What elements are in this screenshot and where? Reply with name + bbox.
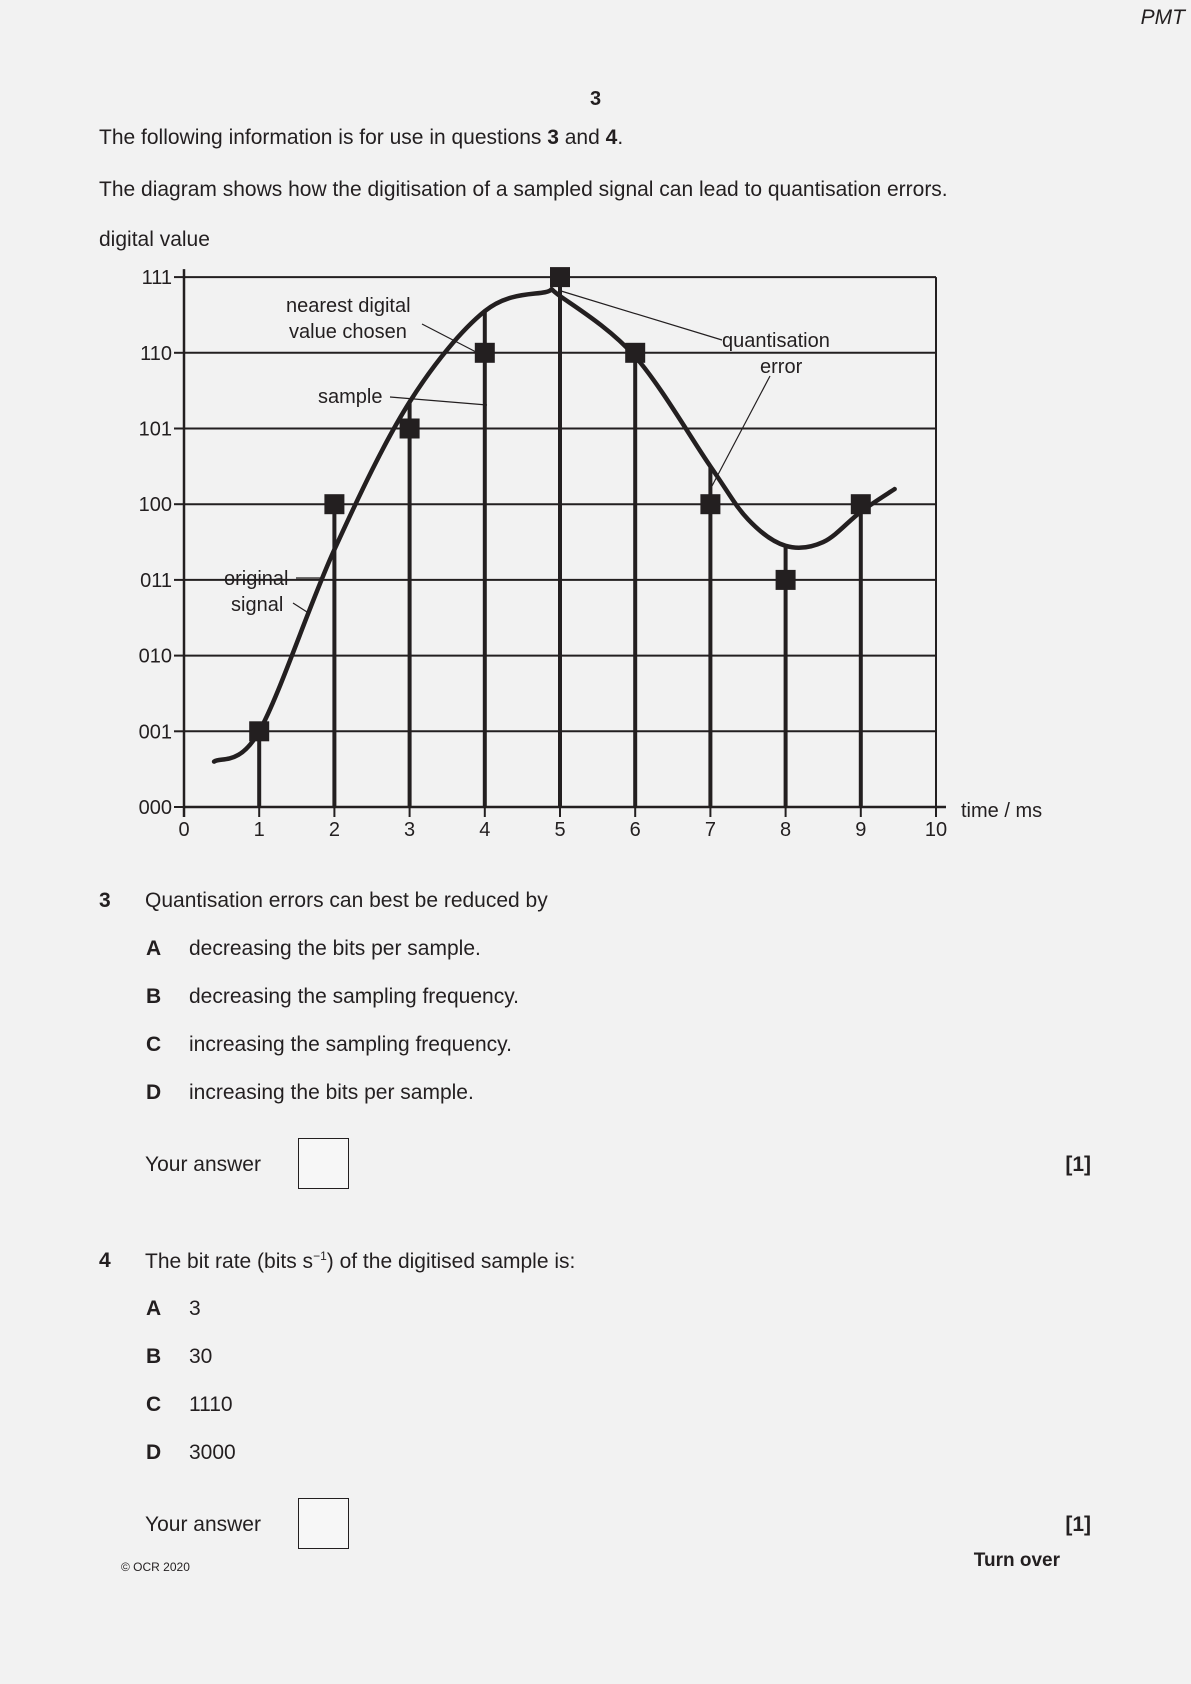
- x-tick-label: 0: [178, 819, 190, 841]
- q3-option-text: increasing the sampling frequency.: [189, 1033, 512, 1056]
- q3-answer-label: Your answer: [145, 1153, 261, 1176]
- x-tick-label: 2: [328, 819, 340, 841]
- sample-marker: [550, 267, 570, 287]
- annotation-line: value chosen: [289, 321, 407, 343]
- y-tick-label: 110: [140, 342, 172, 365]
- q3-option-letter: C: [146, 1033, 162, 1056]
- annotation-line: signal: [231, 594, 284, 616]
- q4-option-text: 1110: [189, 1393, 233, 1416]
- annotation-line: quantisation: [722, 330, 830, 352]
- q4-option-letter: D: [146, 1441, 162, 1464]
- q4-text-superscript: −1: [313, 1249, 327, 1263]
- sample-marker: [625, 343, 645, 363]
- q4-number: 4: [99, 1249, 111, 1272]
- y-tick-label: 011: [140, 569, 172, 592]
- x-tick-label: 9: [855, 819, 867, 841]
- y-tick-label: 111: [141, 267, 172, 290]
- x-tick-label: 3: [404, 819, 416, 841]
- intro-line-2: The diagram shows how the digitisation of a sampled signal can lead to quantisation errors.: [99, 178, 948, 201]
- q3-option-letter: B: [146, 985, 162, 1008]
- q4-option-letter: C: [146, 1393, 162, 1416]
- q3-text: Quantisation errors can best be reduced by: [145, 889, 548, 912]
- x-tick-label: 8: [780, 819, 792, 841]
- sample-marker: [324, 494, 344, 514]
- q4-option-letter: A: [146, 1297, 162, 1320]
- q3-option-text: decreasing the sampling frequency.: [189, 985, 519, 1008]
- q3-option-text: decreasing the bits per sample.: [189, 937, 481, 960]
- q4-option-text: 3: [189, 1297, 201, 1320]
- y-tick-label: 101: [138, 418, 172, 441]
- leader-sample: [390, 397, 487, 405]
- sample-marker: [851, 494, 871, 514]
- page-number: 3: [589, 88, 602, 110]
- sample-marker: [776, 570, 796, 590]
- x-axis-label: time / ms: [961, 800, 1043, 822]
- q4-option-text: 3000: [189, 1441, 236, 1464]
- intro-text: .: [617, 126, 624, 149]
- x-tick-label: 10: [924, 819, 948, 841]
- copyright: © OCR 2020: [121, 1560, 190, 1574]
- q4-option-letter: B: [146, 1345, 162, 1368]
- leader-original-bottom: [293, 603, 307, 612]
- x-tick-label: 6: [629, 819, 641, 841]
- q4-marks: [1]: [1065, 1513, 1091, 1536]
- q3-number: 3: [99, 889, 111, 912]
- sample-marker: [400, 419, 420, 439]
- sample-marker: [700, 494, 720, 514]
- intro-question-ref: 4: [605, 126, 618, 149]
- q4-text-part: The bit rate (bits s: [145, 1250, 314, 1273]
- intro-text: and: [558, 126, 606, 149]
- pmt-tag: PMT: [1140, 6, 1185, 29]
- x-tick-label: 4: [479, 819, 491, 841]
- x-tick-label: 7: [704, 819, 716, 841]
- y-tick-label: 100: [138, 494, 172, 517]
- annotation-line: nearest digital: [286, 295, 411, 317]
- q3-marks: [1]: [1065, 1153, 1091, 1176]
- intro-question-ref: 3: [547, 126, 559, 149]
- annotation-line: error: [760, 356, 803, 378]
- intro-text: The following information is for use in questions: [99, 126, 548, 149]
- sample-marker: [249, 721, 269, 741]
- annotation-original-signal: [224, 568, 294, 616]
- y-tick-label: 001: [138, 721, 172, 744]
- q3-option-letter: A: [146, 937, 162, 960]
- q4-answer-box[interactable]: [298, 1498, 349, 1549]
- x-tick-label: 5: [554, 819, 566, 841]
- annotation-line: original: [224, 568, 289, 590]
- annotation-sample: sample: [318, 386, 383, 408]
- y-tick-label: 000: [138, 797, 172, 819]
- q3-answer-box[interactable]: [298, 1138, 349, 1189]
- q4-text-part: ) of the digitised sample is:: [326, 1250, 576, 1273]
- q3-option-letter: D: [146, 1081, 162, 1104]
- x-tick-label: 1: [253, 819, 265, 841]
- q3-option-text: increasing the bits per sample.: [189, 1081, 474, 1104]
- annotation-nearest-digital: [286, 295, 416, 343]
- q4-option-text: 30: [189, 1345, 213, 1368]
- q4-text: [145, 1249, 575, 1274]
- q4-answer-label: Your answer: [145, 1513, 261, 1536]
- leader-quant-bottom: [712, 376, 770, 486]
- y-tick-label: 010: [138, 645, 172, 668]
- annotation-quantisation-error: [722, 330, 835, 378]
- turn-over: Turn over: [973, 1550, 1060, 1571]
- y-axis-label: digital value: [99, 228, 210, 251]
